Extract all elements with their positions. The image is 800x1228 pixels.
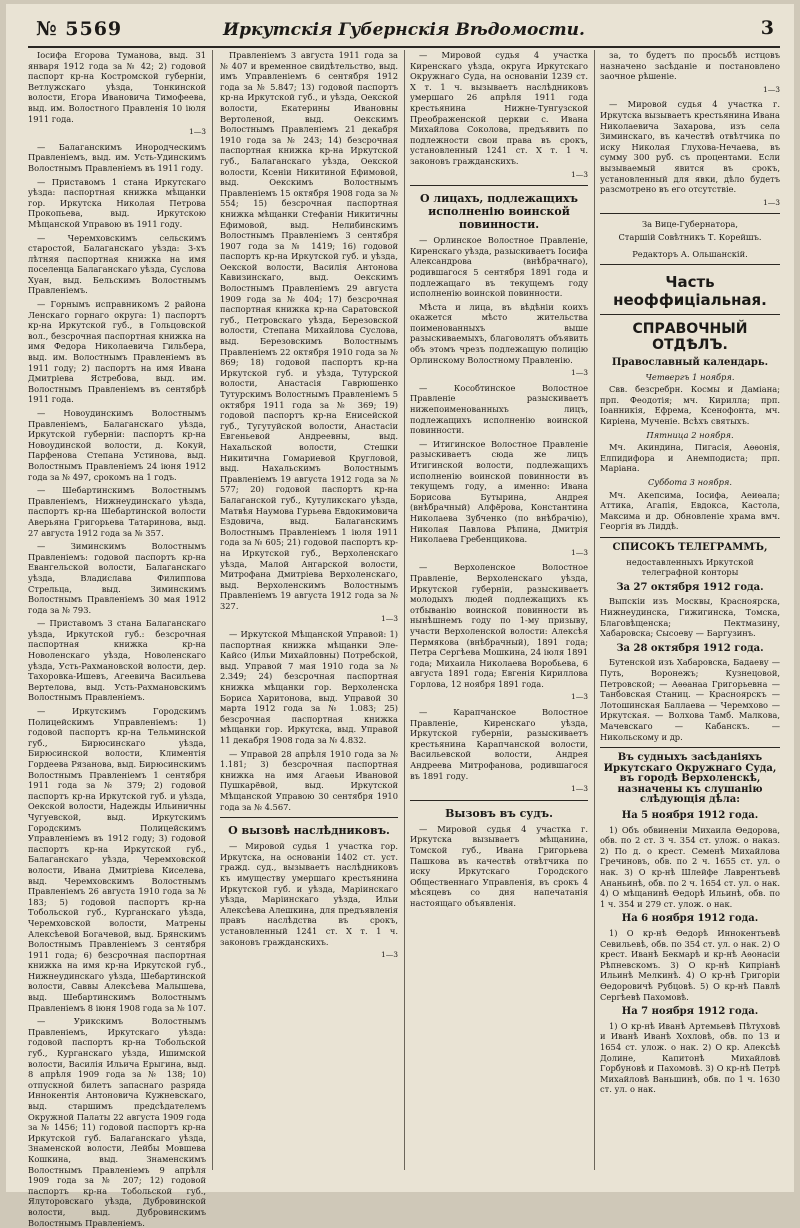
reference-section-heading: СПРАВОЧНЫЙ ОТДѢЛЪ. bbox=[632, 321, 748, 354]
section-heading: О вызовѣ наслѣдниковъ. bbox=[228, 824, 390, 838]
paragraph: — Урикскимъ Волостнымъ Правленіемъ, Иркутскаго уѣзда: годовой паспортъ кр-на Тобольской губ., Курганскаго уѣзда, Ишимской волости, Василія Ильича Ерыгина, выд. 8 апрѣля 1909 года за № 138; 10) отпускной билетъ запаснаго разряда Иннокентія Антоновича Кужневскаго, выд. старшимъ предсѣдателемъ Окружной Палаты 22 августа 1909 года за № 1456; 11) годовой паспортъ кр-на Иркутской губ. Балаганскаго уѣзда, Знаменской волости, Лейбы Мовшева Кошкина, выд. Знаменскимъ Волостнымъ Правленіемъ 9 апрѣля 1909 года за № 207; 12) годовой паспортъ кр-на Тобольской губ., Ялуторовскаго уѣзда, Дубровинской волости, выд. Дубровинскимъ Волостнымъ Правленіемъ. bbox=[28, 1016, 206, 1228]
vice-governor-line: За Вице-Губернатора, bbox=[642, 219, 738, 230]
date-heading: За 28 октября 1912 года. bbox=[616, 642, 764, 654]
paragraph: Правленіемъ 3 августа 1911 года за № 407 и временное свидѣтельство, выд. имъ Управленіемъ 6 сентября 1912 года за № 5.847; 13) годовой паспортъ кр-на Иркутской губ., и уѣзда, Оекской волости, Екатерины Ивановны Вертоленой, выд. Оекскимъ Волостнымъ Правленіемъ 21 декабря 1910 года за № 243; 14) безсрочная паспортная книжка кр-на Иркутской губ., Балаганскаго уѣзда, Оекской волости, Ксеніи Никитиной Ефимовой, выд. Оекскимъ Волостнымъ Правленіемъ 15 октября 1908 года за № 554; 15) безсрочная паспортная книжка мѣщанки Стефаніи Никитичны Ефимовой, выд. Нелибинскимъ Волостнымъ Правленіемъ 3 сентября 1907 года за № 1419; 16) годовой паспортъ кр-на Иркутской губ. и уѣзда, Оекской волости, Василія Антонова Кавизинскаго, выд. Оекскимъ Волостнымъ Правленіемъ 29 августа 1909 года за № 404; 17) безсрочная паспортная книжка кр-на Саратовской губ., Петровскаго уѣзда, Березовской волости, Степана Михайлова Суслова, выд. Березовскимъ Волостнымъ Правленіемъ 22 октября 1910 года за № 869; 18) годовой паспортъ кр-на Иркутской губ. и уѣзда, Тутурской волости, Анастасія Гаврюшенко Тутурскимъ Волостнымъ Правленіемъ 5 октября 1911 года за № 369; 19) годовой паспортъ кр-на Енисейской губ., Тугутуйской волости, Анастасіи Евгеньевой Андреевны, выд. Нахальской волости, Стешки Никитична Гомариевой Кругловой, выд. Нахальскимъ Волостнымъ Правленіемъ 19 августа 1912 года за № 577; 20) годовой паспортъ кр-на Балаганской губ., Кутуликскаго уѣзда, Матвѣя Наумова Гурьева Евдокимовича Ездовича, выд. Балаганскимъ Волостнымъ Правленіемъ 1 іюля 1911 года за № 605; 21) годовой паспортъ кр-на Иркутской губ., Верхоленскаго уѣзда, Малой Ангарской волости, Митрофана Дмитріева Верхоленскаго, выд. Верхоленскимъ Волостнымъ Правленіемъ 19 августа 1912 года за № 327. bbox=[220, 50, 398, 611]
paragraph: — Орлинское Волостное Правленіе, Киренскаго уѣзда, разыскиваетъ Іосифа Александрова (внѣбрачнаго), родившагося 5 сентября 1891 года и подлежащаго въ текущемъ году исполненію воинской повинности. bbox=[410, 235, 588, 299]
calendar-day: Пятница 2 ноября. bbox=[646, 429, 734, 440]
paragraph: 1) О кр-нѣ Ѳедорѣ Иннокентьевѣ Севильевѣ, обв. по 354 ст. ул. о нак. 2) О крест. Иванѣ Бекмарѣ и кр-нѣ Аѳонасіи Рѣпневскомъ. 3) О кр-нѣ Кипріанѣ Ильинѣ Мелкинѣ. 4) О кр-нѣ Григоріи Ѳедоровичѣ Рубцовѣ. 5) О кр-нѣ Павлѣ Сергѣевѣ Пахомовѣ. bbox=[600, 928, 780, 1002]
column-divider bbox=[594, 50, 595, 1170]
calendar-text: Мч. Акепсима, Іосифа, Аеиѳала; Аттика, Агапія, Евдокса, Кастола, Максима и др. Обновленіе храма вмч. Георгія въ Лиддѣ. bbox=[600, 489, 780, 532]
section-rule bbox=[600, 747, 780, 748]
column-divider bbox=[404, 50, 405, 1170]
paragraph: — Карапчанское Волостное Правленіе, Киренскаго уѣзда, Иркутской губерніи, разыскиваетъ крестьянина Карапчанской волости, Васильевской волости, Андрея Андреева Митрофанова, родившагося въ 1891 году. bbox=[410, 707, 588, 781]
mark: 1—3 bbox=[762, 197, 780, 207]
paragraph: — Иркутской Мѣщанской Управой: 1) паспортная книжка мѣщанки Эле-Кайсо (Ильи Михайловны) Потребской, выд. Управой 7 мая 1910 года за № 2.349; 24) безсрочная паспортная книжка мѣщанки гор. Верхоленска Бориса Харитонова, выд. Управой 30 марта 1912 года за № 1.083; 25) безсрочная паспортная книжка мѣщанки гор. Иркутска, выд. Управой 11 декабря 1908 года за № 4.832. bbox=[220, 629, 398, 745]
paragraph: — Мировой судья 4 участка г. Иркутска вызываетъ крестьянина Ивана Николаевича Захарова, изъ села Зиминскаго, въ качествѣ отвѣтчика по иску Николая Глухова-Нечаева, въ сумму 300 руб. съ процентами. Если вызываемый явится въ срокъ, установленный для явки, дѣло будетъ разсмотрено въ его отсутствіе. bbox=[600, 99, 780, 195]
senior-councillor-line: Старшій Совѣтникъ Т. Корейшъ. bbox=[618, 231, 762, 242]
paragraph: — Приставомъ 1 стана Иркутскаго уѣзда: паспортная книжка мѣщанки гор. Иркутска Николая Петрова Прокопьева, выд. Иркутскою Мѣщанской Управою въ 1911 году. bbox=[28, 176, 206, 229]
paragraph: — Верхоленское Волостное Правленіе, Верхоленскаго уѣзда, Иркутской губерніи, разыскиваетъ молодыхъ людей подлежащихъ къ отбыванію воинской повинности въ нынѣшнемъ году по 1-му призыву, участи Верхоленской волости: Алексѣя Пермякова (внѣбрачный), 1891 года; Петра Сергѣева Мошкина, 24 іюля 1891 года; Михаила Николаева Воробьева, 6 августа 1891 года; Евгенія Кириллова Горлова, 12 ноября 1891 года. bbox=[410, 562, 588, 689]
mark: 1—3 bbox=[762, 84, 780, 94]
court-sessions-heading: Въ судныхъ засѣданіяхъ Иркутскаго Окружнаго Суда, въ городѣ Верхоленскѣ, назначены къ слушанію слѣдующія дѣла: bbox=[603, 752, 777, 806]
column-divider bbox=[212, 50, 213, 1170]
paragraph: — Зиминскимъ Волостнымъ Правленіемъ: годовой паспортъ кр-на Евангельской волости, Балаганскаго уѣзда, Владислава Филиппова Стрельца, выд. Зиминскимъ Волостнымъ Правленіемъ 30 мая 1912 года за № 793. bbox=[28, 541, 206, 615]
page-header bbox=[28, 12, 780, 48]
section-rule bbox=[600, 314, 780, 315]
calendar-day: Четвергъ 1 ноября. bbox=[645, 371, 735, 382]
paragraph: Бутенской изъ Хабаровска, Бадаеву — Путь, Воронежъ; Кузнецовой, Петровской; — Аѳѳанаа Григорьевна — Танбовская Станиц. — Красноярскъ — Лотошинская Баллаева — Черемхово — Иркутская. — Волхова Тамб. Малкова, Мачевскаго — Кабанскъ. — Никольскому и др. bbox=[600, 657, 780, 742]
mark: 1—3 bbox=[380, 950, 398, 960]
paragraph: — Балаганскимъ Инородческимъ Правленіемъ, выд. им. Усть-Удинскимъ Волостнымъ Правленіемъ въ 1911 году. bbox=[28, 141, 206, 173]
column-2 bbox=[220, 50, 398, 1172]
column-1 bbox=[28, 50, 206, 1228]
paragraph: Іосифа Егорова Туманова, выд. 31 января 1912 года за № 42; 2) годовой паспорт кр-на Костромской губерніи, Ветлужскаго уѣзда, Тонкинской волости, Егора Ивановича Тимофеева, выд. им. Волостного Правленія 10 іюля 1911 года. bbox=[28, 50, 206, 124]
paragraph: — Приставомъ 3 стана Балаганскаго уѣзда, Иркутской губ.: безсрочная паспортная книжка кр-на Новоленскаго уѣзда, Новоленскаго уѣзда, Усть-Рахмановской волости, дер. Тахоровка-Ишевъ, Агеевича Васильева Вертелова, выд. Усть-Рахмановскимъ Волостнымъ Правленіемъ. bbox=[28, 618, 206, 703]
paragraph: за, то будетъ по просьбѣ истцовъ назначено засѣданіе и постановлено заочное рѣшеніе. bbox=[600, 50, 780, 82]
date-heading: На 5 ноября 1912 года. bbox=[621, 810, 759, 822]
paragraph: — Мировой судья 1 участка гор. Иркутска, на основаніи 1402 ст. уст. гражд. суд., вызываетъ наслѣдниковъ къ имуществу умершаго крестьянина Иркутской губ. и уѣзда, Маріинскаго уѣзда, Маріинскаго уѣзда, Ильи Алексѣева Алешкина, для предъявленія правъ наслѣдства въ срокъ, установленный 1241 ст. Х т. 1 ч. законовъ гражданскихъ. bbox=[220, 841, 398, 947]
unofficial-part-heading: Часть неоффиціальная. bbox=[613, 273, 767, 310]
paragraph: — Управой 28 апрѣля 1910 года за № 1.181; 3) безсрочная паспортная книжка на имя Агаѳьи Ивановой Пушкарёвой, выд. Иркутской Мѣщанской Управою 30 сентября 1910 года за № 4.567. bbox=[220, 748, 398, 812]
editor-line: Редакторъ А. Ольшанскій. bbox=[632, 248, 748, 259]
section-rule bbox=[600, 213, 780, 214]
date-heading: На 7 ноября 1912 года. bbox=[621, 1006, 759, 1018]
column-3 bbox=[410, 50, 588, 1172]
paragraph: — Итигинское Волостное Правленіе разыскиваетъ сюда же лицъ Итигинской волости, подлежащихъ исполненію воинской повинности въ текущемъ году, а именно: Ивана Борисова Бутырина, Андрея (внѣбрачный) Алфёрова, Константина Николаева Зубченко (по внѣбрачію), Николая Павлова Рѣпина, Дмитрія Николаева Гребенщикова. bbox=[410, 438, 588, 545]
paragraph: — Кособтинское Волостное Правленіе разыскиваетъ нижепоименованныхъ лицъ, подлежащихъ исполненію воинской повинности. bbox=[410, 382, 588, 436]
section-rule bbox=[600, 537, 780, 538]
mark: 1—3 bbox=[570, 368, 588, 378]
page-number: 3 bbox=[760, 17, 774, 39]
section-rule bbox=[220, 817, 398, 818]
newspaper-page bbox=[6, 4, 794, 1228]
paragraph: — Шебартинскимъ Волостнымъ Правленіемъ, Нижнеудинскаго уѣзда, паспортъ кр-на Шебартинской волости Аверьяна Григорьева Татаринова, выд. 27 августа 1912 года за № 357. bbox=[28, 485, 206, 538]
telegram-list-subheading: недоставленныхъ Иркутской телеграфной конторы bbox=[626, 556, 754, 578]
paragraph: Мѣста и лица, въ вѣдѣніи коихъ окажется мѣсто жительства поименованныхъ выше разыскиваемыхъ, благоволятъ объявить объ этомъ чрезъ подлежащую полицію Орлинскому Волостному Правленію. bbox=[410, 301, 588, 365]
date-heading: На 6 ноября 1912 года. bbox=[621, 913, 759, 925]
paragraph: 1) О кр-нѣ Иванѣ Артемьевѣ Пѣтуховѣ и Иванѣ Иванѣ Хохловѣ, обв. по 13 и 1654 ст. улож. о нак. 2) О кр. Алексѣѣ Долине, Капитонѣ Михайловѣ Горбуновѣ и Пахомовѣ. 3) О кр-нѣ Петрѣ Михайловѣ Ваньшинѣ, обв. по 1 ч. 1630 ст. ул. о нак. bbox=[600, 1020, 780, 1095]
paragraph: 1) Объ обвиненіи Михаила Ѳедорова, обв. по 2 ст. 3 ч. 354 ст. улож. о наказ. 2) По д. о крест. Семенѣ Михайлова Гречиновъ, обв. по 2 ч. 1655 ст. ул. о нак. 3) О кр-нѣ Шлейфе Лаврентьевѣ Ананьинѣ, обв. по 2 ч. 1654 ст. ул. о нак. 4) О мѣщанинѣ Ѳедорѣ Ильинѣ, обв. по 1 ч. 354 и 279 ст. улож. о нак. bbox=[600, 824, 780, 909]
mark: 1—3 bbox=[188, 127, 206, 137]
section-heading: О лицахъ, подлежащихъ исполненію воинской повинности. bbox=[419, 192, 578, 232]
section-heading: Вызовъ въ судъ. bbox=[445, 806, 553, 820]
paragraph: — Иркутскимъ Городскимъ Полицейскимъ Управленіемъ: 1) годовой паспортъ кр-на Тельминской губ., Бирюсинскаго уѣзда, Бирюсинской волости, Климентія Гордеева Рязанова, выд. Бирюсинскимъ Волостнымъ Правленіемъ 1 сентября 1911 года за № 379; 2) годовой паспортъ кр-на Иркутской губ. и уѣзда, Оекской волости, Надежды Ильиничны Чугуевской, выд. Иркутскимъ Городскимъ Полицейскимъ Управленіемъ въ 1912 году; 3) годовой паспортъ кр-на Иркутской губ., Балаганскаго уѣзда, Черемховской волости, Ивана Дмитріева Киселева, выд. Черемховскимъ Волостнымъ Правленіемъ 26 августа 1910 года за № 183; 5) годовой паспортъ кр-на Тобольской губ., Курганскаго уѣзда, Черемховской волости, Матрены Алексѣевой Богачевой, выд. Брянскимъ Волостнымъ Правленіемъ 3 сентября 1911 года; 6) безсрочная паспортная книжка на имя кр-на Иркутской губ., Нижнеудинскаго уѣзда, Шебартинской волости, Саввы Алексѣева Малышева, выд. Шебартинскимъ Волостнымъ Правленіемъ 8 іюня 1908 года за № 107. bbox=[28, 706, 206, 1013]
calendar-heading: Православный календарь. bbox=[611, 357, 769, 369]
paragraph: Выпскіи изъ Москвы, Красноярска, Нижнеудинска, Гижигинска, Томска, Благовѣщенска; Пектмазину, Хабаровска; Сысоеву — Баргузинъ. bbox=[600, 596, 780, 639]
calendar-day: Суббота 3 ноября. bbox=[647, 477, 733, 488]
section-rule bbox=[410, 185, 588, 186]
paragraph: — Мировой судья 4 участка г. Иркутска вызываетъ мѣщанина, Томской губ., Ивана Григорьева Пашкова въ качествѣ отвѣтчика по иску Иркутскаго Городского Общественнаго Управленія, въ срокъ 4 мѣсяцевъ со дня напечатанія настоящаго объявленія. bbox=[410, 823, 588, 908]
paragraph: — Мировой судья 4 участка Киренскаго уѣзда, округа Иркутскаго Окружнаго Суда, на основаніи 1239 ст. Х т. 1 ч. вызываетъ наслѣдниковъ умершаго 26 апрѣля 1911 года крестьянина Нижне-Тунгузской Преображенской церкви с. Ивана Михайлова Соколова, предъявить по подлежности свои права въ срокъ, установленный 1241 ст. Х т. 1 ч. законовъ гражданскихъ. bbox=[410, 50, 588, 166]
mark: 1—3 bbox=[570, 547, 588, 557]
paragraph: — Новоудинскимъ Волостнымъ Правленіемъ, Балаганскаго уѣзда, Иркутской губерніи: паспортъ кр-на Новоудинской волости, д. Кокуй, Парфенова Степана Устинова, выд. Волостнымъ Правленіемъ 24 іюня 1912 года за № 497, срокомъ на 1 годъ. bbox=[28, 408, 206, 482]
issue-number: № 5569 bbox=[36, 18, 123, 40]
date-heading: За 27 октября 1912 года. bbox=[616, 581, 764, 593]
section-rule bbox=[410, 800, 588, 801]
paragraph: — Черемховскимъ сельскимъ старостой, Балаганскаго уѣзда: 3-хъ лѣтняя паспортная книжка на имя поселенца Балаганскаго уѣзда, Суслова Хуан, выд. Бельскимъ Волостнымъ Правленіемъ. bbox=[28, 232, 206, 296]
section-rule bbox=[600, 264, 780, 265]
newspaper-title: Иркутскія Губернскія Вѣдомости. bbox=[223, 20, 585, 40]
calendar-text: Мч. Акиндина, Пигасія, Аѳѳонія, Елпидифора и Анемподиста; прп. Маріана. bbox=[600, 442, 780, 474]
telegram-list-heading: СПИСОКЪ ТЕЛЕГРАММЪ, bbox=[612, 542, 768, 553]
calendar-text: Свв. безсребрн. Космы и Даміана; прп. Феодотія; мч. Кирилла; прп. Іоанникія, Ефрема, Ксенофонта, мч. Киріена, Мученіе. Всѣхъ святыхъ. bbox=[600, 384, 780, 427]
mark: 1—3 bbox=[570, 784, 588, 794]
mark: 1—3 bbox=[380, 614, 398, 624]
paragraph: — Горнымъ исправникомъ 2 района Ленскаго горнаго округа: 1) паспортъ кр-на Иркутской губ., в Гольцовской вол., безсрочная паспортная книжка на имя Федора Николаевича Гильбера, выд. им. Волостнымъ Правленіемъ въ 1911 году; 2) паспортъ на имя Ивана Дмитріева Ястребова, выд. им. Волостнымъ Правленіемъ въ сентябрѣ 1911 года. bbox=[28, 299, 206, 405]
column-4 bbox=[600, 50, 780, 1172]
mark: 1—3 bbox=[570, 169, 588, 179]
mark: 1—3 bbox=[570, 692, 588, 702]
